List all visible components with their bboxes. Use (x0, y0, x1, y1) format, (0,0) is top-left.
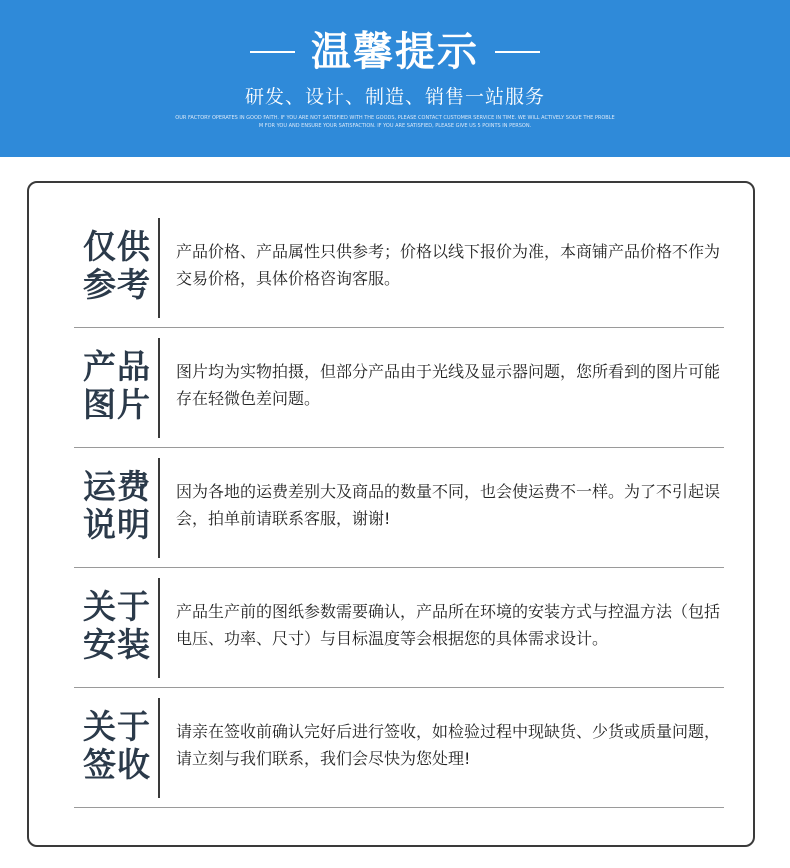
title-right-line (495, 51, 540, 53)
notice-label-line-2: 说明 (83, 505, 151, 544)
notice-card (27, 181, 755, 847)
title-left-line (250, 51, 295, 53)
notice-label-line-1: 运费 (83, 467, 151, 506)
page-subtitle: 研发、设计、制造、销售一站服务 (244, 86, 545, 108)
notice-divider-horizontal (74, 807, 724, 808)
page-title: 温馨提示 (311, 29, 479, 75)
notice-divider-vertical (158, 578, 160, 678)
notice-divider-vertical (158, 338, 160, 438)
notice-text: 图片均为实物拍摄，但部分产品由于光线及显示器问题，您所看到的图片可能存在轻微色差问题。 (176, 362, 721, 408)
notice-label (74, 326, 160, 446)
title-row (0, 26, 790, 78)
notice-reference (74, 206, 724, 326)
notice-text: 请亲在签收前确认完好后进行签收，如检验过程中现缺货、少货或质量问题，请立刻与我们联系，我们会尽快为您处理! (176, 722, 721, 768)
notice-divider-vertical (158, 458, 160, 558)
fine-print-line-2: M FOR YOU AND ENSURE YOUR SATISFACTION. IF YOU ARE SATISFIED, PLEASE GIVE US 5 POINTS IN PERSON. (258, 123, 532, 129)
notice-label-line-2: 参考 (83, 265, 151, 304)
notice-divider-vertical (158, 698, 160, 798)
fine-print-line-1: OUR FACTORY OPERATES IN GOOD FAITH. IF YOU ARE NOT SATISFIED WITH THE GOODS, PLEASE CONTACT CUSTOMER SERVICE IN TIME. WE WILL ACTIVELY SOLVE THE PROBLE (175, 115, 615, 121)
notice-text: 产品生产前的图纸参数需要确认，产品所在环境的安装方式与控温方法（包括电压、功率、尺寸）与目标温度等会根据您的具体需求设计。 (176, 602, 721, 648)
notice-divider-vertical (158, 218, 160, 318)
notice-label-line-2: 图片 (83, 385, 151, 424)
notice-label (74, 206, 160, 326)
header-banner (0, 0, 790, 157)
notice-text: 产品价格、产品属性只供参考；价格以线下报价为准，本商铺产品价格不作为交易价格，具体价格咨询客服。 (176, 242, 721, 288)
notice-label (74, 566, 160, 686)
notice-label-line-1: 关于 (83, 707, 151, 746)
notice-product-images (74, 326, 724, 446)
notice-label-line-2: 安装 (83, 625, 151, 664)
notice-label (74, 446, 160, 566)
notice-label-line-2: 签收 (83, 745, 151, 784)
notice-receipt (74, 686, 724, 806)
notice-label-line-1: 关于 (83, 587, 151, 626)
notice-label-line-1: 产品 (83, 347, 151, 386)
notice-installation (74, 566, 724, 686)
notice-text: 因为各地的运费差别大及商品的数量不同，也会使运费不一样。为了不引起误会，拍单前请联系客服，谢谢! (176, 482, 721, 528)
notice-label (74, 686, 160, 806)
notice-label-line-1: 仅供 (83, 227, 151, 266)
notice-shipping (74, 446, 724, 566)
